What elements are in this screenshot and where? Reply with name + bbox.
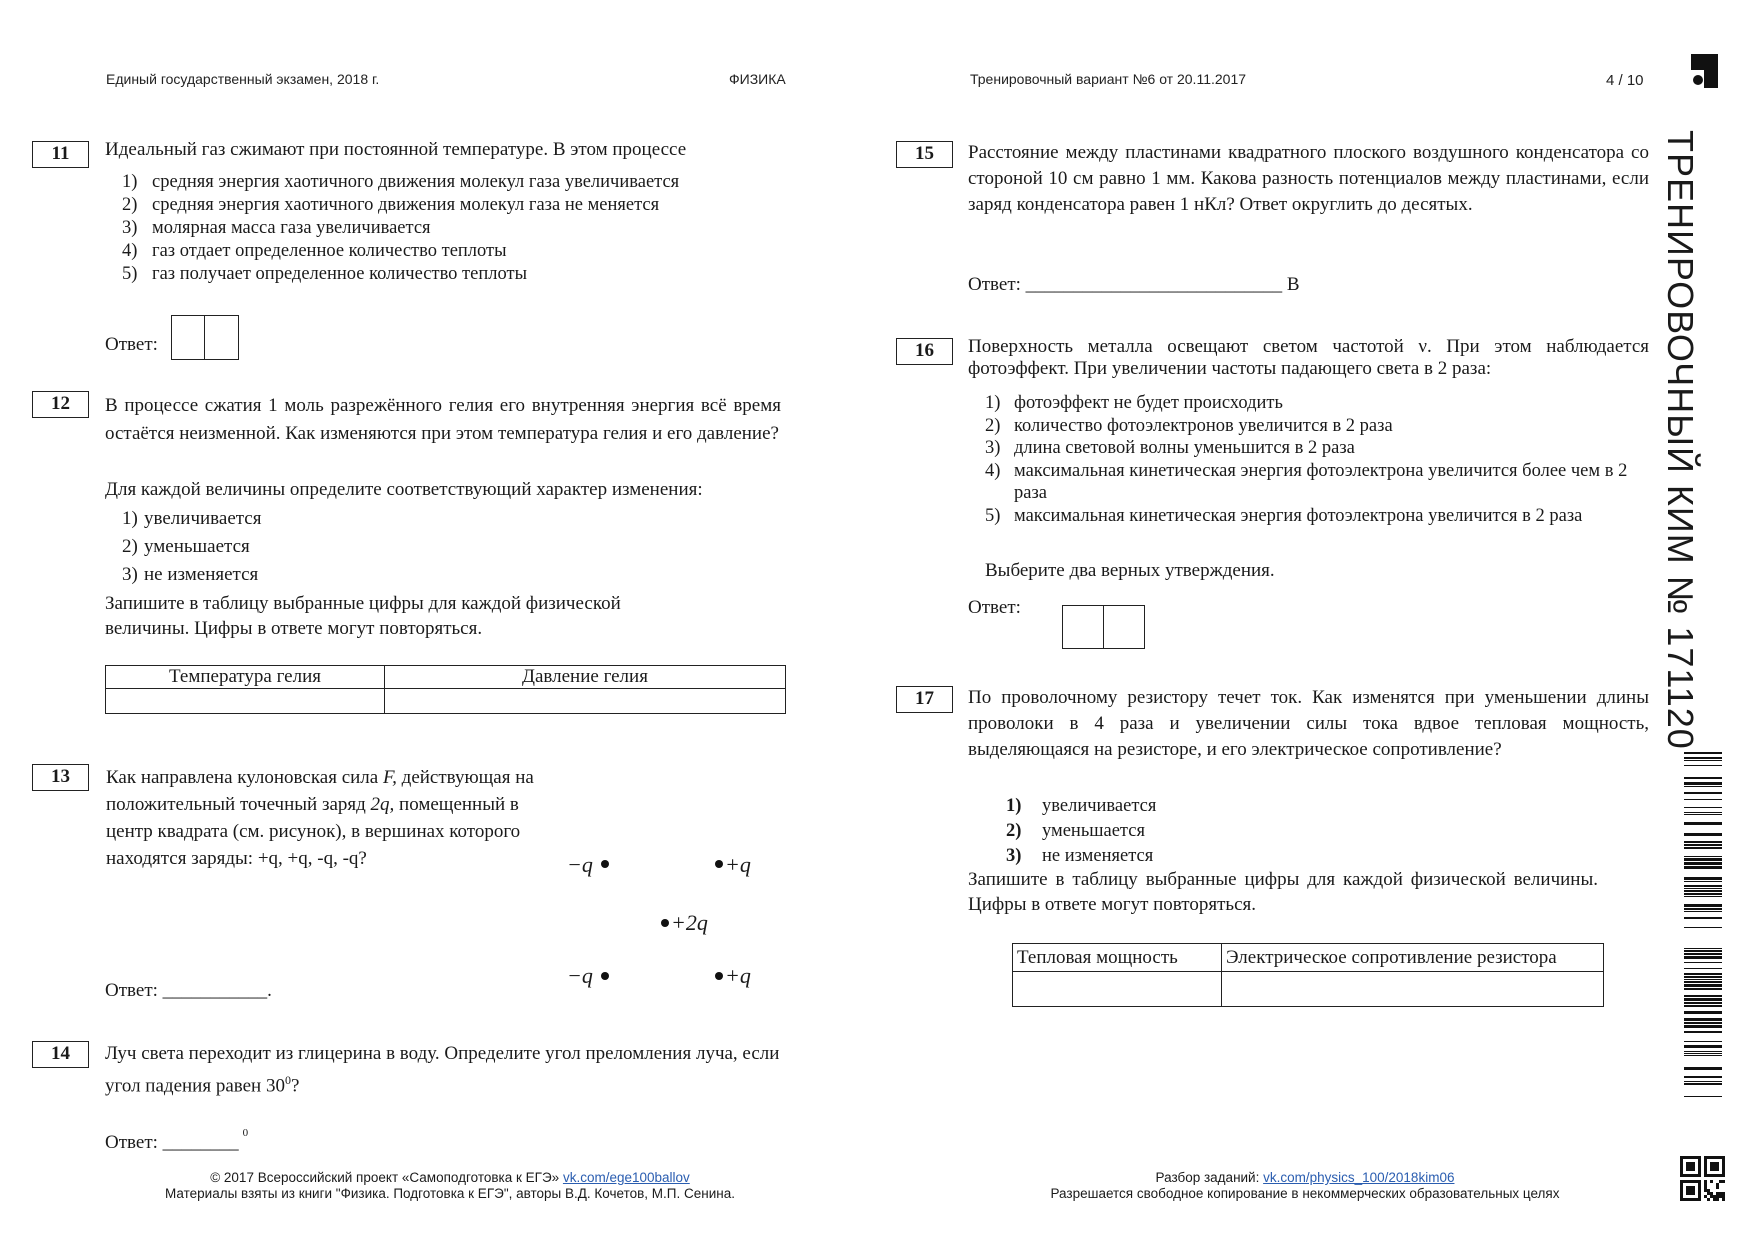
charge-top-right-label: +q: [725, 852, 751, 877]
q11-option: 2) средняя энергия хаотичного движения молекул газа не меняется: [122, 195, 660, 215]
q12-text: В процессе сжатия 1 моль разрежённого гелия его внутренняя энергия всё время остаётся неизменной. Как изменяются при этом температура гелия и его давление?: [105, 395, 781, 444]
q12-options: [122, 505, 522, 589]
side-title-text: ТРЕНИРОВОЧНЫЙ КИМ № 171120: [1660, 130, 1701, 750]
q14-text: Луч света переходит из глицерина в воду. Определите угол преломления луча, если угол падения равен $30^0$?: [105, 1043, 780, 1097]
q17-option: 2) уменьшается: [1006, 821, 1145, 841]
q16-answer-box[interactable]: [1062, 605, 1145, 649]
q16-option: 4) максимальная кинетическая энергия фотоэлектрона увеличится более чем в 2 раза: [985, 460, 1628, 503]
question-number-17: 17: [896, 686, 953, 713]
q17-answer-table: [1012, 943, 1604, 1007]
q17-option: 1) увеличивается: [1006, 796, 1157, 816]
q13-answer-label[interactable]: Ответ: ___________.: [105, 980, 272, 1001]
q12-table-cell-temperature[interactable]: [106, 689, 385, 714]
charge-top-right-dot: [715, 860, 723, 868]
footer-right-link[interactable]: vk.com/physics_100/2018kim06: [1263, 1170, 1455, 1185]
q17-note: Запишите в таблицу выбранные цифры для каждой физической величины. Цифры в ответе могут повторяться.: [968, 869, 1598, 915]
footer-right-line2: Разрешается свободное копирование в некоммерческих образовательных целях: [1050, 1186, 1560, 1201]
q11-option: 5) газ получает определенное количество теплоты: [122, 264, 527, 284]
q11-options: [122, 171, 782, 286]
q12-note: Запишите в таблицу выбранные цифры для каждой физической величины. Цифры в ответе могут повторяться.: [105, 593, 621, 639]
header-variant: Тренировочный вариант №6 от 20.11.2017: [970, 71, 1247, 87]
footer-left-line2: Материалы взяты из книги "Физика. Подготовка к ЕГЭ", авторы В.Д. Кочетов, М.П. Сенина.: [165, 1186, 735, 1201]
footer-left-link[interactable]: vk.com/ege100ballov: [562, 1170, 690, 1185]
question-number-16: 16: [896, 338, 953, 365]
q11-text: Идеальный газ сжимают при постоянной температуре. В этом процессе: [105, 139, 687, 160]
charge-bottom-right-label: +q: [725, 963, 751, 988]
q11-answer-label: Ответ:: [105, 334, 158, 355]
question-number-11: 11: [32, 141, 89, 168]
q16-choose: Выберите два верных утверждения.: [985, 560, 1275, 581]
q12-option: 3) не изменяется: [122, 564, 259, 585]
q12-option: 2) уменьшается: [122, 536, 250, 557]
q17-table-cell-resistance[interactable]: [1222, 972, 1604, 1007]
q15-answer-label[interactable]: Ответ: ___________________________ В: [968, 274, 1300, 295]
charge-bottom-right-dot: [715, 972, 723, 980]
q12-table-header-temperature: Температура гелия: [106, 666, 385, 689]
charge-bottom-left-dot: [601, 972, 609, 980]
q14-answer-label[interactable]: Ответ: ________ $^0$: [105, 1127, 249, 1153]
q17-option: 3) не изменяется: [1006, 846, 1154, 866]
header-exam: Единый государственный экзамен, 2018 г.: [106, 71, 380, 87]
charge-bottom-left-label: −q: [567, 963, 593, 988]
question-number-14: 14: [32, 1041, 89, 1068]
side-title: [1660, 130, 1721, 750]
logo-icon: [1691, 54, 1718, 88]
q12-answer-table: [105, 665, 786, 714]
barcode-icon: [1684, 752, 1722, 1098]
q11-option: 3) молярная масса газа увеличивается: [122, 218, 431, 238]
q17-table-header-power: Тепловая мощность: [1013, 944, 1222, 972]
q12-table-cell-pressure[interactable]: [385, 689, 786, 714]
charge-top-left-dot: [601, 860, 609, 868]
question-number-15: 15: [896, 141, 953, 168]
q16-option: 5) максимальная кинетическая энергия фотоэлектрона увеличится в 2 раза: [985, 505, 1583, 526]
q17-options: [1006, 794, 1406, 869]
footer-right: [940, 1170, 1670, 1202]
q12-table-header-pressure: Давление гелия: [385, 666, 786, 689]
q16-text: Поверхность металла освещают светом частотой ν. При этом наблюдается фотоэффект. При увеличении частоты падающего света в 2 раза:: [968, 336, 1649, 379]
charge-center-label: +2q: [671, 910, 708, 935]
q16-option: 3) длина световой волны уменьшится в 2 раза: [985, 438, 1355, 458]
header-subject: ФИЗИКА: [729, 71, 786, 87]
charge-top-left-label: −q: [567, 852, 593, 877]
page-number: 4 / 10: [1606, 72, 1644, 89]
q17-text: По проволочному резистору течет ток. Как изменятся при уменьшении длины проволоки в 4 раза и увеличении силы тока вдвое тепловая мощность, выделяющаяся на резисторе, и его электрическое сопротивление?: [968, 687, 1649, 760]
q11-answer-box[interactable]: [171, 315, 239, 360]
footer-left-line1: © 2017 Всероссийский проект «Самоподготовка к ЕГЭ» vk.com/ege100ballov: [210, 1170, 690, 1185]
q16-options: [985, 392, 1647, 527]
footer-left: [80, 1170, 820, 1202]
q11-option: 1) средняя энергия хаотичного движения молекул газа увеличивается: [122, 172, 680, 192]
footer-right-line1: Разбор заданий: vk.com/physics_100/2018kim06: [1155, 1170, 1455, 1185]
qr-code-icon: [1680, 1156, 1725, 1201]
q11-option: 4) газ отдает определенное количество теплоты: [122, 241, 507, 261]
q17-table-cell-power[interactable]: [1013, 972, 1222, 1007]
q12-option: 1) увеличивается: [122, 508, 262, 529]
q16-option: 2) количество фотоэлектронов увеличится в 2 раза: [985, 415, 1393, 436]
charge-center-dot: [661, 919, 669, 927]
question-number-12: 12: [32, 391, 89, 418]
q15-text: Расстояние между пластинами квадратного плоского воздушного конденсатора со стороной 10 см равно 1 мм. Какова разность потенциалов между пластинами, если заряд конденсатора равен 1 нКл? Ответ округлить до десятых.: [968, 142, 1649, 215]
q12-instruction: Для каждой величины определите соответствующий характер изменения:: [105, 479, 703, 500]
q17-table-header-resistance: Электрическое сопротивление резистора: [1222, 944, 1604, 972]
question-number-13: 13: [32, 764, 89, 791]
q13-text: Как направлена кулоновская сила F, действующая на положительный точечный заряд 2q, помещенный в центр квадрата (см. рисунок), в вершинах которого находятся заряды: +q, +q, -q, -q?: [106, 767, 534, 869]
q16-answer-label: Ответ:: [968, 597, 1021, 618]
q16-option: 1) фотоэффект не будет происходить: [985, 393, 1283, 413]
